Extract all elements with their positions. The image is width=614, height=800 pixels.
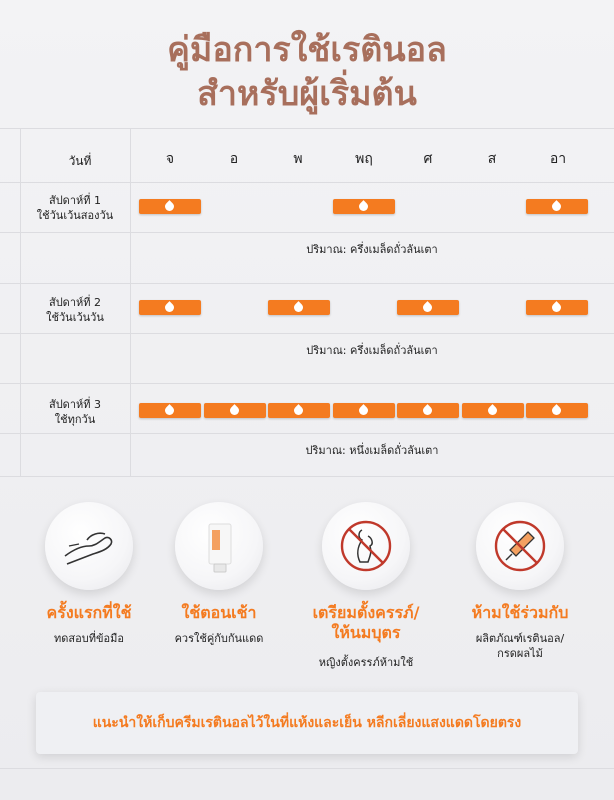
- week-label-title: สัปดาห์ที่ 2: [48, 296, 101, 309]
- dose-marker: [333, 199, 395, 214]
- day-header: พฤ: [355, 151, 373, 167]
- tip-description: ควรใช้คู่กับกันแดด: [174, 632, 264, 645]
- dose-marker: [397, 300, 459, 315]
- droplet-icon: [550, 200, 563, 213]
- tip-title: ครั้งแรกที่ใช้: [46, 603, 132, 622]
- grid-line: [0, 333, 614, 334]
- no-dropper-icon: [476, 502, 564, 590]
- tip-title-line-2: ให้นมบุตร: [331, 623, 401, 642]
- week-label-frequency: ใช้ทุกวัน: [54, 413, 96, 426]
- day-header: จ: [165, 151, 175, 167]
- tip-title: ห้ามใช้ร่วมกับ: [471, 603, 569, 622]
- week-label-title: สัปดาห์ที่ 1: [48, 194, 101, 207]
- tip-description: [445, 631, 595, 661]
- tip-description: หญิงตั้งครรภ์ห้ามใช้: [318, 656, 414, 669]
- banner-text: แนะนำให้เก็บครีมเรตินอลไว้ในที่แห้งและเย็น หลีกเลี่ยงแสงแดดโดยตรง: [92, 715, 522, 731]
- amount-label: ปริมาณ: ครึ่งเมล็ดถั่วลันเตา: [306, 344, 438, 357]
- page-title: [0, 28, 614, 116]
- day-header: อ: [229, 151, 239, 167]
- droplet-icon: [421, 404, 434, 417]
- tip-description: ทดสอบที่ข้อมือ: [54, 632, 124, 645]
- dose-marker: [268, 403, 330, 418]
- droplet-icon: [163, 404, 176, 417]
- grid-line: [0, 128, 614, 129]
- droplet-icon: [292, 404, 305, 417]
- week-label: [20, 397, 130, 427]
- amount-label: ปริมาณ: หนึ่งเมล็ดถั่วลันเตา: [305, 444, 439, 457]
- day-header: ศ: [423, 151, 433, 167]
- week-label-frequency: ใช้วันเว้นสองวัน: [36, 209, 114, 222]
- droplet-icon: [421, 301, 434, 314]
- grid-line: [0, 433, 614, 434]
- tip-description-line-2: กรดผลไม้: [497, 647, 543, 660]
- week-label-frequency: ใช้วันเว้นวัน: [46, 311, 104, 324]
- grid-line: [0, 383, 614, 384]
- grid-line: [0, 182, 614, 183]
- droplet-icon: [357, 404, 370, 417]
- dose-marker: [139, 403, 201, 418]
- grid-line: [0, 476, 614, 477]
- dose-marker: [333, 403, 395, 418]
- dose-marker: [526, 403, 588, 418]
- week-label: [20, 193, 130, 223]
- no-pregnancy-icon: [322, 502, 410, 590]
- droplet-icon: [550, 301, 563, 314]
- droplet-icon: [228, 404, 241, 417]
- grid-line: [0, 768, 614, 769]
- dose-marker: [139, 300, 201, 315]
- grid-line: [0, 283, 614, 284]
- dose-marker: [526, 199, 588, 214]
- tip-title: ใช้ตอนเช้า: [181, 603, 257, 622]
- wrist-test-icon: [45, 502, 133, 590]
- week-label: [20, 295, 130, 325]
- storage-banner: [36, 692, 578, 754]
- amount-label: ปริมาณ: ครึ่งเมล็ดถั่วลันเตา: [306, 243, 438, 256]
- tip-description-line-1: ผลิตภัณฑ์เรตินอล/: [475, 632, 565, 645]
- droplet-icon: [357, 200, 370, 213]
- week-label-title: สัปดาห์ที่ 3: [48, 398, 101, 411]
- grid-line: [130, 128, 131, 476]
- dose-marker: [397, 403, 459, 418]
- page-title-line-2: สำหรับผู้เริ่มต้น: [197, 74, 417, 114]
- day-header: ส: [487, 151, 497, 167]
- day-header-label: วันที่: [68, 154, 92, 168]
- dose-marker: [268, 300, 330, 315]
- dose-marker: [139, 199, 201, 214]
- grid-line: [0, 232, 614, 233]
- sunscreen-tube-icon: [175, 502, 263, 590]
- dose-marker: [204, 403, 266, 418]
- droplet-icon: [550, 404, 563, 417]
- dose-marker: [462, 403, 524, 418]
- tip-title-line-1: เตรียมตั้งครรภ์/: [312, 603, 420, 622]
- page-title-line-1: คู่มือการใช้เรตินอล: [167, 30, 447, 70]
- day-header: อา: [549, 151, 567, 167]
- day-header: พ: [293, 151, 303, 167]
- droplet-icon: [292, 301, 305, 314]
- dose-marker: [526, 300, 588, 315]
- droplet-icon: [486, 404, 499, 417]
- droplet-icon: [163, 200, 176, 213]
- tip-title: [291, 603, 441, 643]
- droplet-icon: [163, 301, 176, 314]
